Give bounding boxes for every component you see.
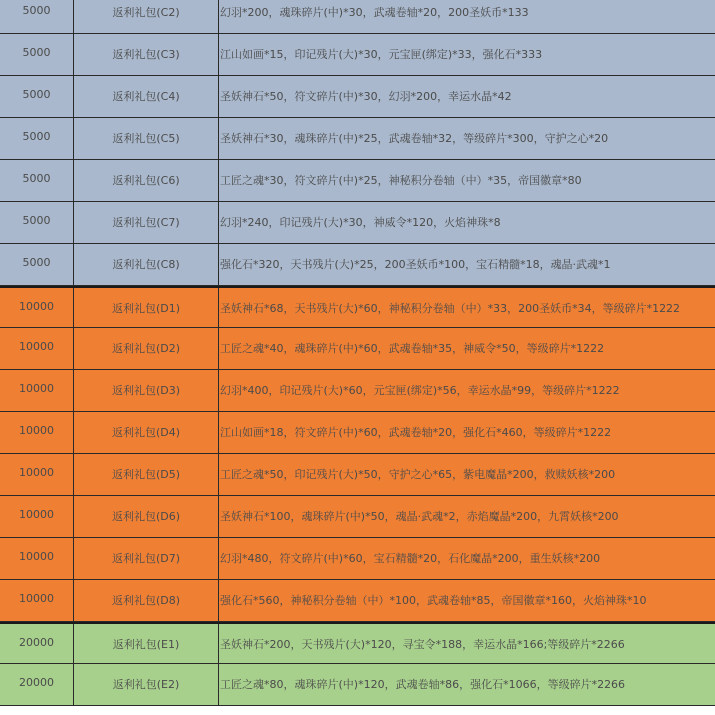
package-name-cell: 返利礼包(C8) [74,244,219,285]
amount-cell: 10000 [0,370,74,411]
table-row [0,664,715,706]
package-name-cell: 返利礼包(C5) [74,118,219,159]
table-row [0,202,715,244]
package-name-cell: 返利礼包(D2) [74,328,219,369]
items-cell: 圣妖神石*50，符文碎片(中)*30，幻羽*200，幸运水晶*42 [220,90,512,103]
package-name-cell: 返利礼包(C3) [74,34,219,75]
table-row [0,538,715,580]
amount-cell: 10000 [0,454,74,495]
package-name-cell: 返利礼包(D1) [74,288,219,327]
items-cell: 圣妖神石*200，天书残片(大)*120，寻宝令*188，幸运水晶*166;等级碎片*2266 [220,638,625,651]
table-row [0,76,715,118]
items-cell: 幻羽*200，魂珠碎片(中)*30，武魂卷轴*20，200圣妖币*133 [220,6,529,19]
items-cell: 工匠之魂*50，印记残片(大)*50，守护之心*65，紫电魔晶*200，救赎妖核*200 [220,468,616,481]
amount-cell: 10000 [0,496,74,537]
items-cell: 强化石*320，天书残片(大)*25，200圣妖币*100，宝石精髓*18，魂晶·武魂*1 [220,258,611,271]
amount-cell: 5000 [0,244,74,285]
amount-cell: 5000 [0,76,74,117]
table-row [0,286,715,328]
items-cell: 幻羽*480，符文碎片(中)*60，宝石精髓*20，石化魔晶*200，重生妖核*200 [220,552,601,565]
amount-cell: 10000 [0,580,74,621]
items-cell: 工匠之魂*30，符文碎片(中)*25，神秘积分卷轴（中）*35，帝国徽章*80 [220,174,582,187]
amount-cell: 5000 [0,118,74,159]
package-name-cell: 返利礼包(E2) [74,664,219,705]
items-cell: 圣妖神石*100，魂珠碎片(中)*50，魂晶·武魂*2，赤焰魔晶*200，九霄妖核*200 [220,510,619,523]
table-row [0,0,715,34]
table-row [0,580,715,622]
items-cell: 江山如画*15，印记残片(大)*30，元宝匣(绑定)*33，强化石*333 [220,48,543,61]
amount-cell: 5000 [0,34,74,75]
table-row [0,328,715,370]
table-row [0,244,715,286]
amount-cell: 5000 [0,160,74,201]
table-row [0,34,715,76]
package-name-cell: 返利礼包(E1) [74,624,219,663]
package-name-cell: 返利礼包(D4) [74,412,219,453]
package-name-cell: 返利礼包(C4) [74,76,219,117]
amount-cell: 20000 [0,664,74,705]
amount-cell: 10000 [0,538,74,579]
items-cell: 幻羽*240，印记残片(大)*30，神威令*120，火焰神珠*8 [220,216,501,229]
table-row [0,496,715,538]
package-name-cell: 返利礼包(C7) [74,202,219,243]
items-cell: 圣妖神石*68，天书残片(大)*60，神秘积分卷轴（中）*33，200圣妖币*34，等级碎片*1222 [220,302,681,315]
package-name-cell: 返利礼包(D7) [74,538,219,579]
amount-cell: 5000 [0,202,74,243]
items-cell: 工匠之魂*80，魂珠碎片(中)*120，武魂卷轴*86，强化石*1066，等级碎片*2266 [220,678,626,691]
items-cell: 圣妖神石*30，魂珠碎片(中)*25，武魂卷轴*32，等级碎片*300，守护之心*20 [220,132,609,145]
table-row [0,160,715,202]
package-name-cell: 返利礼包(D3) [74,370,219,411]
table-row [0,412,715,454]
table-row [0,622,715,664]
package-name-cell: 返利礼包(C6) [74,160,219,201]
table-row [0,118,715,160]
package-name-cell: 返利礼包(D8) [74,580,219,621]
table-row [0,370,715,412]
package-name-cell: 返利礼包(D6) [74,496,219,537]
table-row [0,454,715,496]
package-name-cell: 返利礼包(D5) [74,454,219,495]
amount-cell: 10000 [0,328,74,369]
items-cell: 江山如画*18，符文碎片(中)*60，武魂卷轴*20，强化石*460，等级碎片*1222 [220,426,612,439]
amount-cell: 5000 [0,0,74,33]
amount-cell: 20000 [0,624,74,663]
items-cell: 工匠之魂*40，魂珠碎片(中)*60，武魂卷轴*35，神威令*50，等级碎片*1222 [220,342,605,355]
items-cell: 幻羽*400，印记残片(大)*60，元宝匣(绑定)*56，幸运水晶*99，等级碎片*1222 [220,384,620,397]
amount-cell: 10000 [0,412,74,453]
amount-cell: 10000 [0,288,74,327]
items-cell: 强化石*560，神秘积分卷轴（中）*100，武魂卷轴*85，帝国徽章*160，火焰神珠*10 [220,594,647,607]
package-name-cell: 返利礼包(C2) [74,0,219,33]
